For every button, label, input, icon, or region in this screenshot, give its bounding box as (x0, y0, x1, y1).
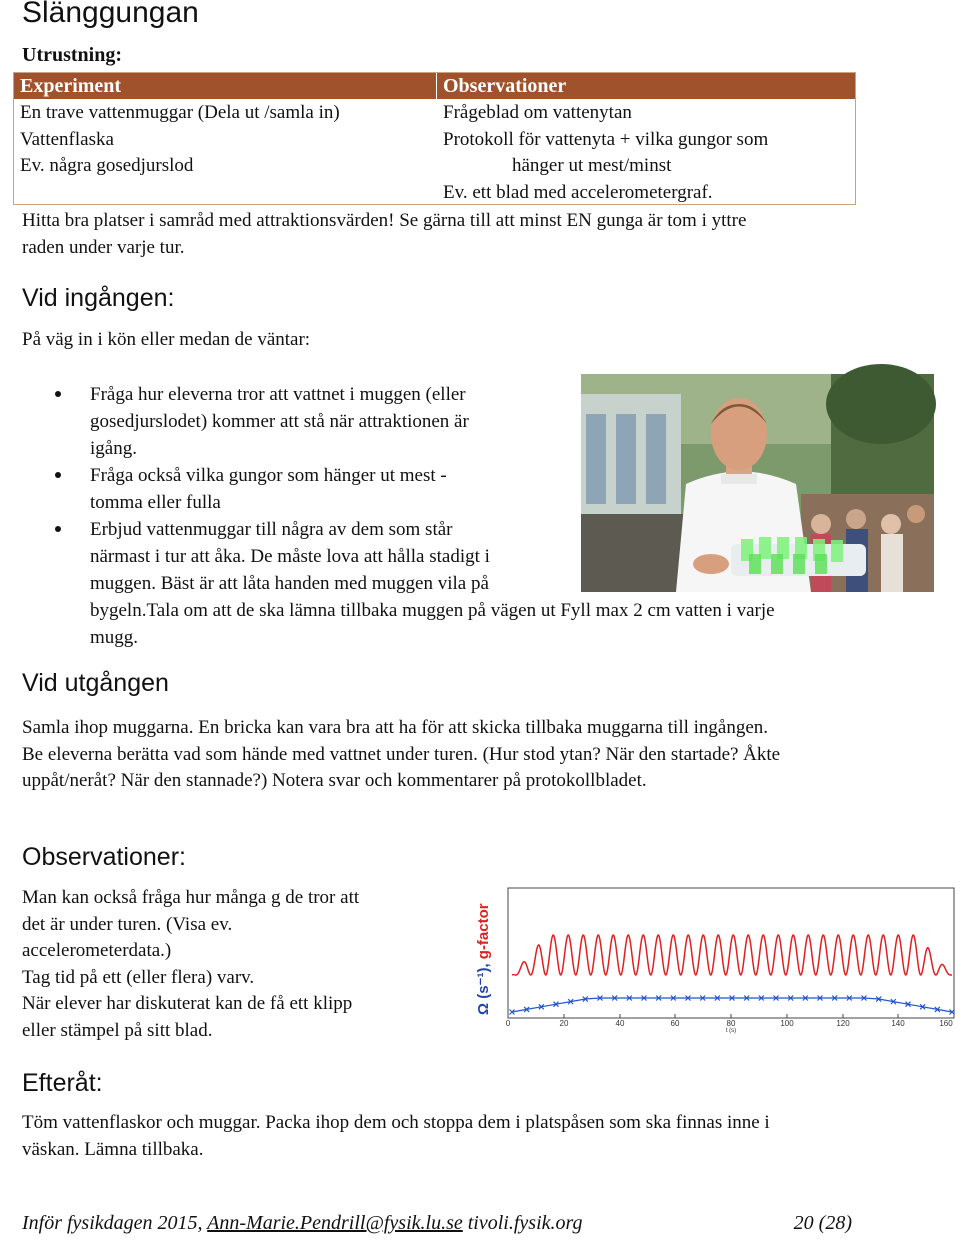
x-tick-label: 100 (780, 1019, 794, 1028)
observations-heading: Observationer: (22, 843, 186, 871)
table-line: En trave vattenmuggar (Dela ut /samla in) (20, 102, 340, 123)
intro-paragraph (22, 208, 746, 261)
observations-cell (443, 100, 768, 206)
text-line: Töm vattenflaskor och muggar. Packa ihop dem och stoppa dem i platspåsen som ska finnas inne i (22, 1112, 770, 1133)
text-line: muggen. Bäst är att låta handen med muggen vila på (90, 573, 489, 594)
x-axis-label: t (s) (725, 1028, 737, 1034)
table-line: Frågeblad om vattenytan (443, 102, 632, 123)
text-line: Be eleverna berätta vad som hände med vattnet under turen. (Hur stod ytan? När den startade? Åkte (22, 743, 781, 765)
after-paragraph (22, 1110, 770, 1163)
text-line: När elever har diskuterat kan de få ett klipp (22, 993, 353, 1014)
x-tick-label: 160 (939, 1019, 953, 1028)
after-heading: Efteråt: (22, 1069, 103, 1097)
y-axis-label-omega: Ω (s⁻¹), (475, 963, 492, 1015)
table-line: Ev. några gosedjurslod (20, 155, 194, 176)
footer-email-link[interactable]: Ann-Marie.Pendrill@fysik.lu.se (207, 1212, 463, 1234)
text-line: Man kan också fråga hur många g de tror att (22, 887, 360, 908)
text-line: eller stämpel på sitt blad. (22, 1019, 213, 1041)
y-axis-label-g: g-factor (475, 903, 492, 964)
exit-paragraph (22, 715, 780, 795)
x-tick-label: 20 (559, 1019, 569, 1028)
text-line: väskan. Lämna tillbaka. (22, 1138, 204, 1160)
text-line: raden under varje tur. (22, 236, 185, 258)
entrance-heading: Vid ingången: (22, 284, 175, 312)
page-number: 20 (28) (793, 1212, 852, 1234)
text-line: bygeln.Tala om att de ska lämna tillbaka muggen på vägen ut Fyll max 2 cm vatten i varje (90, 600, 775, 621)
text-line: tomma eller fulla (90, 492, 221, 513)
text-line: Tag tid på ett (eller flera) varv. (22, 966, 255, 988)
text-line: igång. (90, 438, 137, 459)
photo-man-with-water-tray (581, 374, 934, 592)
x-tick-label: 40 (615, 1019, 625, 1028)
table-line: Protokoll för vattenyta + vilka gungor som (443, 128, 769, 150)
footer-prefix: Inför fysikdagen 2015, (22, 1212, 208, 1234)
bullet-icon (55, 526, 61, 532)
text-line: Fråga hur eleverna tror att vattnet i muggen (eller (90, 384, 466, 405)
x-tick-label: 120 (836, 1019, 850, 1028)
text-line: mugg. (90, 627, 139, 648)
table-header-experiment: Experiment (20, 75, 122, 97)
entrance-lead: På väg in i kön eller medan de väntar: (22, 329, 311, 350)
text-line: Fråga också vilka gungor som hänger ut mest - (90, 465, 447, 486)
x-tick-label: 60 (670, 1019, 680, 1028)
table-header-observations: Observationer (443, 75, 567, 97)
footer (22, 1212, 583, 1235)
text-line: närmast i tur att åka. De måste lova att hålla stadigt i (90, 546, 490, 567)
text-line: Erbjud vattenmuggar till några av dem som står (90, 519, 453, 540)
text-line: accelerometerdata.) (22, 940, 172, 961)
observations-paragraph (22, 885, 359, 1044)
accelerometer-graph (468, 880, 956, 1034)
x-tick-label: 80 (726, 1019, 736, 1028)
y-axis-label (475, 903, 492, 1015)
text-line: det är under turen. (Visa ev. (22, 913, 233, 935)
table-line: Ev. ett blad med accelerometergraf. (443, 181, 713, 203)
equipment-heading: Utrustning: (22, 44, 123, 66)
x-tick-label: 140 (891, 1019, 905, 1028)
text-line: Samla ihop muggarna. En bricka kan vara bra att ha för att skicka tillbaka muggarna till ingången. (22, 717, 769, 738)
text-line: uppåt/neråt? När den stannade?) Notera svar och kommentarer på protokollbladet. (22, 770, 647, 791)
table-line: Vattenflaska (20, 128, 114, 150)
experiment-cell (20, 100, 340, 180)
text-line: gosedjurslodet) kommer att stå när attraktionen är (90, 411, 469, 432)
footer-site: tivoli.fysik.org (462, 1212, 583, 1234)
page-title: Slänggungan (22, 0, 199, 29)
header-divider (436, 73, 437, 99)
table-line: hänger ut mest/minst (512, 155, 672, 176)
table-header-row (14, 73, 855, 99)
bullet-icon (55, 391, 61, 397)
text-line: Hitta bra platser i samråd med attraktionsvärden! Se gärna till att minst EN gunga är tom i yttre (22, 210, 747, 231)
equipment-table (13, 72, 856, 205)
exit-heading: Vid utgången (22, 669, 169, 697)
x-tick-label: 0 (505, 1019, 511, 1028)
bullet-icon (55, 472, 61, 478)
